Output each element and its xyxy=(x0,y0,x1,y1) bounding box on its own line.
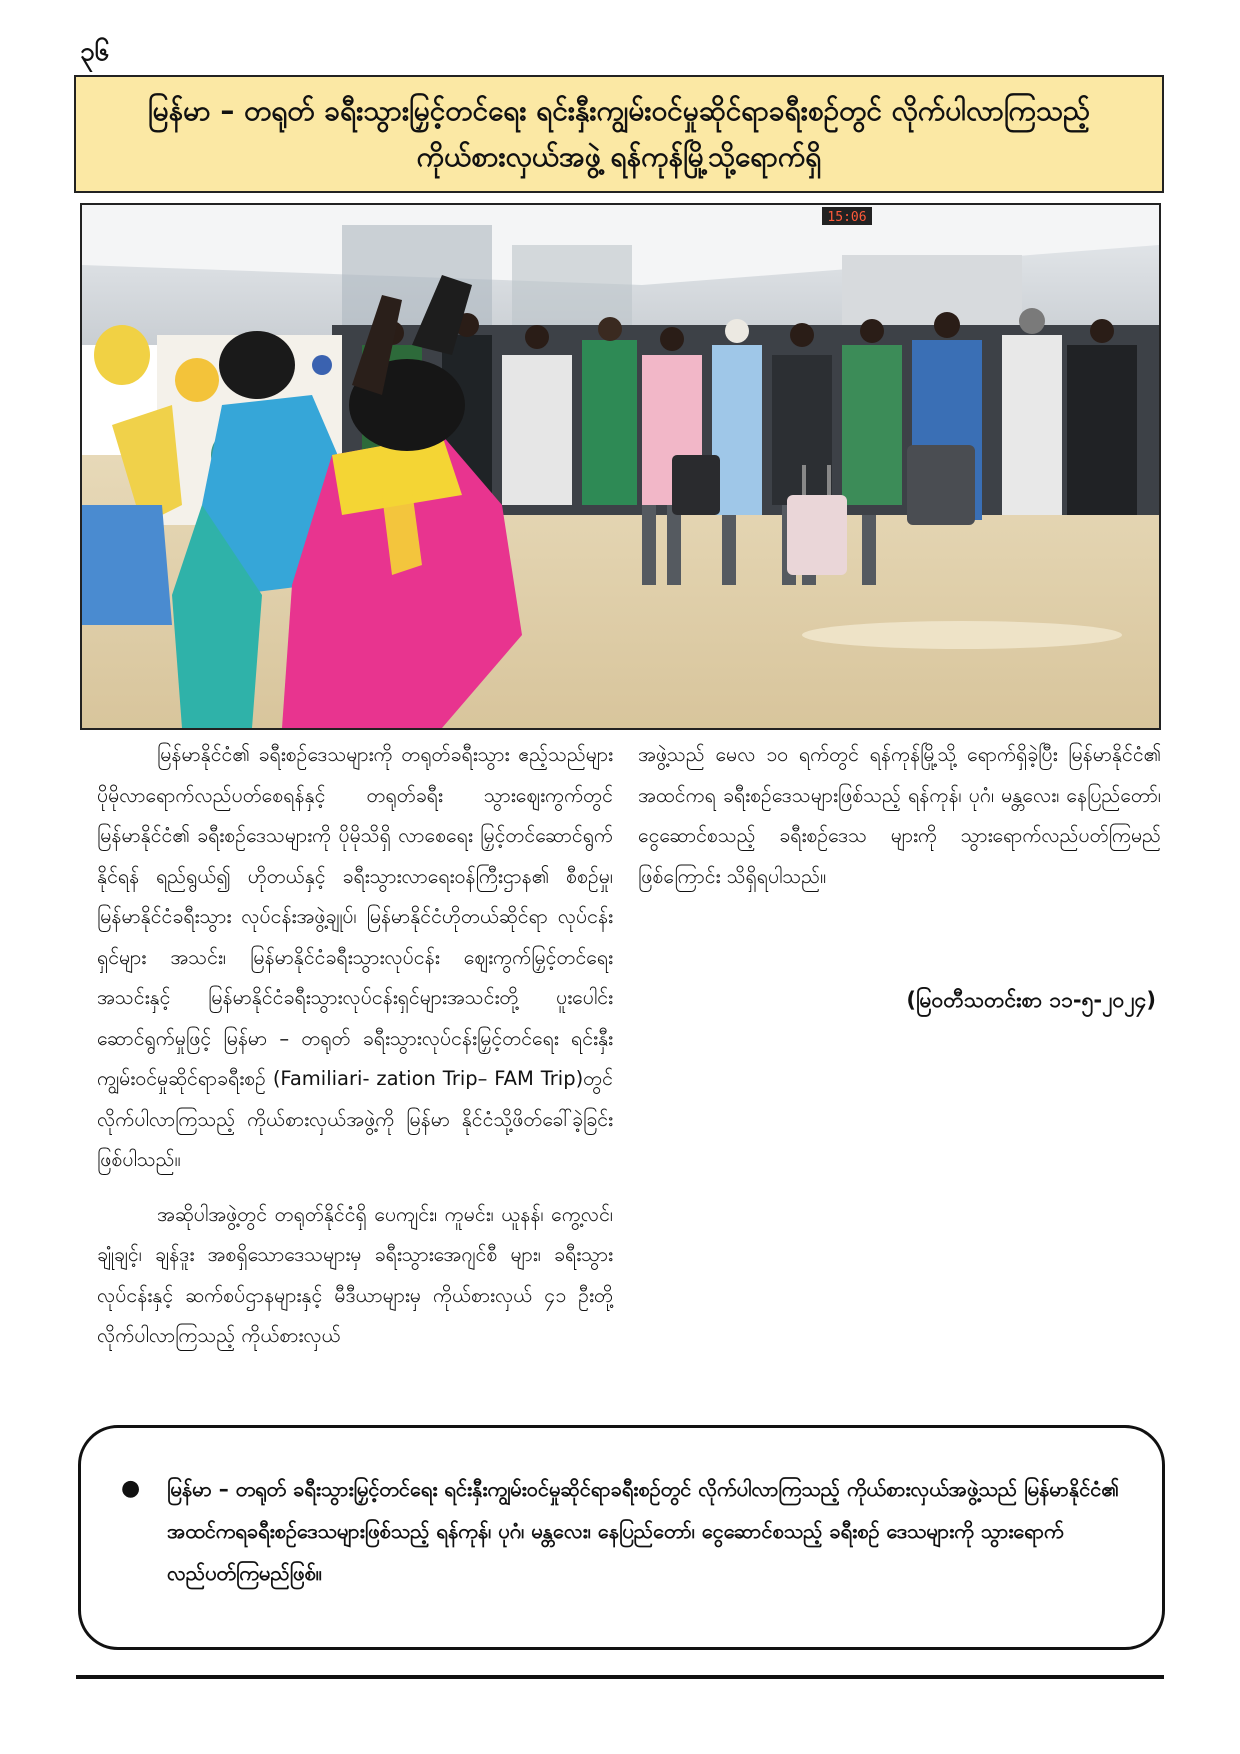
page-number: ၃၆ xyxy=(80,37,110,67)
airport-welcome-photo xyxy=(82,205,1159,728)
article-paragraph-1: မြန်မာနိုင်ငံ၏ ခရီးစဉ်ဒေသများကို တရုတ်ခရီးသွား ဧည့်သည်များ ပိုမိုလာရောက်လည်ပတ်စေရန်နှင့် တရုတ်ခရီး သွားဈေးကွက်တွင် မြန်မာနိုင်ငံ၏ ခရီးစဉ်ဒေသများကို ပိုမိုသိရှိ လာစေရေး မြှင့်တင်ဆောင်ရွက်နိုင်ရန် ရည်ရွယ်၍ ဟိုတယ်နှင့် ခရီးသွားလာရေးဝန်ကြီးဌာန၏ စီစဉ်မှု၊ မြန်မာနိုင်ငံခရီးသွား လုပ်ငန်းအဖွဲ့ချုပ်၊ မြန်မာနိုင်ငံဟိုတယ်ဆိုင်ရာ လုပ်ငန်းရှင်များ အသင်း၊ မြန်မာနိုင်ငံခရီးသွားလုပ်ငန်း ဈေးကွက်မြှင့်တင်ရေး အသင်းနှင့် မြန်မာနိုင်ငံခရီးသွားလုပ်ငန်းရှင်များအသင်းတို့ ပူးပေါင်း ဆောင်ရွက်မှုဖြင့် မြန်မာ – တရုတ် ခရီးသွားလုပ်ငန်းမြှင့်တင်ရေး ရင်းနှီးကျွမ်းဝင်မှုဆိုင်ရာခရီးစဉ် (Familiari- zation Trip– FAM Trip)တွင် လိုက်ပါလာကြသည့် ကိုယ်စားလှယ်အဖွဲ့ကို မြန်မာ နိုင်ငံသို့ဖိတ်ခေါ်ခဲ့ခြင်းဖြစ်ပါသည်။ xyxy=(97,743,613,1171)
article-paragraph-2: အဆိုပါအဖွဲ့တွင် တရုတ်နိုင်ငံရှိ ပေကျင်း၊ ကူမင်း၊ ယူနန်၊ ကွေ့လင်၊ ချုံချင့်၊ ချန်ဒူး အစရှိသောဒေသများမှ ခရီးသွားအေဂျင်စီ များ၊ ခရီးသွားလုပ်ငန်းနှင့် ဆက်စပ်ဌာနများနှင့် မီဒီယာများမှ ကိုယ်စားလှယ် ၄၁ ဦးတို့ လိုက်ပါလာကြသည့် ကိုယ်စားလှယ် xyxy=(97,1202,613,1347)
headline-box xyxy=(74,75,1164,193)
clock-text: 15:06 xyxy=(827,210,867,225)
summary-box xyxy=(78,1425,1165,1650)
summary-text: မြန်မာ – တရုတ် ခရီးသွားမြှင့်တင်ရေး ရင်းနှီးကျွမ်းဝင်မှုဆိုင်ရာခရီးစဉ်တွင် လိုက်ပါလာကြသည့် ကိုယ်စားလှယ်အဖွဲ့သည် မြန်မာနိုင်ငံ၏ အထင်ကရခရီးစဉ်ဒေသများဖြစ်သည့် ရန်ကုန်၊ ပုဂံ၊ မန္တလေး၊ နေပြည်တော်၊ ငွေဆောင်စသည့် ခရီးစဉ် ဒေသများကို သွားရောက်လည်ပတ်ကြမည်ဖြစ်။ xyxy=(167,1477,1120,1585)
news-photo xyxy=(80,203,1161,730)
article-column-right xyxy=(638,735,1161,911)
article-source: (မြဝတီသတင်းစာ ၁၁-၅-၂၀၂၄) xyxy=(906,988,1156,1012)
suitcase-pink xyxy=(787,495,847,575)
article-paragraph-3: အဖွဲ့သည် မေလ ၁၀ ရက်တွင် ရန်ကုန်မြို့သို့ ရောက်ရှိခဲ့ပြီး မြန်မာနိုင်ငံ၏ အထင်ကရ ခရီးစဉ်ဒေသများဖြစ်သည့် ရန်ကုန်၊ ပုဂံ၊ မန္တလေး၊ နေပြည်တော်၊ ငွေဆောင်စသည့် ခရီးစဉ်ဒေသ များကို သွားရောက်လည်ပတ်ကြမည်ဖြစ်ကြောင်း သိရှိရပါသည်။ xyxy=(638,743,1161,888)
headline-line-1: မြန်မာ – တရုတ် ခရီးသွားမြှင့်တင်ရေး ရင်းနှီးကျွမ်းဝင်မှုဆိုင်ရာခရီးစဉ်တွင် လိုက်ပါလာကြသည့် xyxy=(147,94,1091,127)
bullet-icon: ● xyxy=(121,1476,141,1501)
suitcase-gray xyxy=(907,445,975,525)
headline-line-2: ကိုယ်စားလှယ်အဖွဲ့ ရန်ကုန်မြို့သို့ရောက်ရှိ xyxy=(416,140,822,173)
summary-item xyxy=(121,1468,1120,1594)
article-column-left xyxy=(97,735,613,1371)
footer-rule xyxy=(76,1675,1164,1679)
